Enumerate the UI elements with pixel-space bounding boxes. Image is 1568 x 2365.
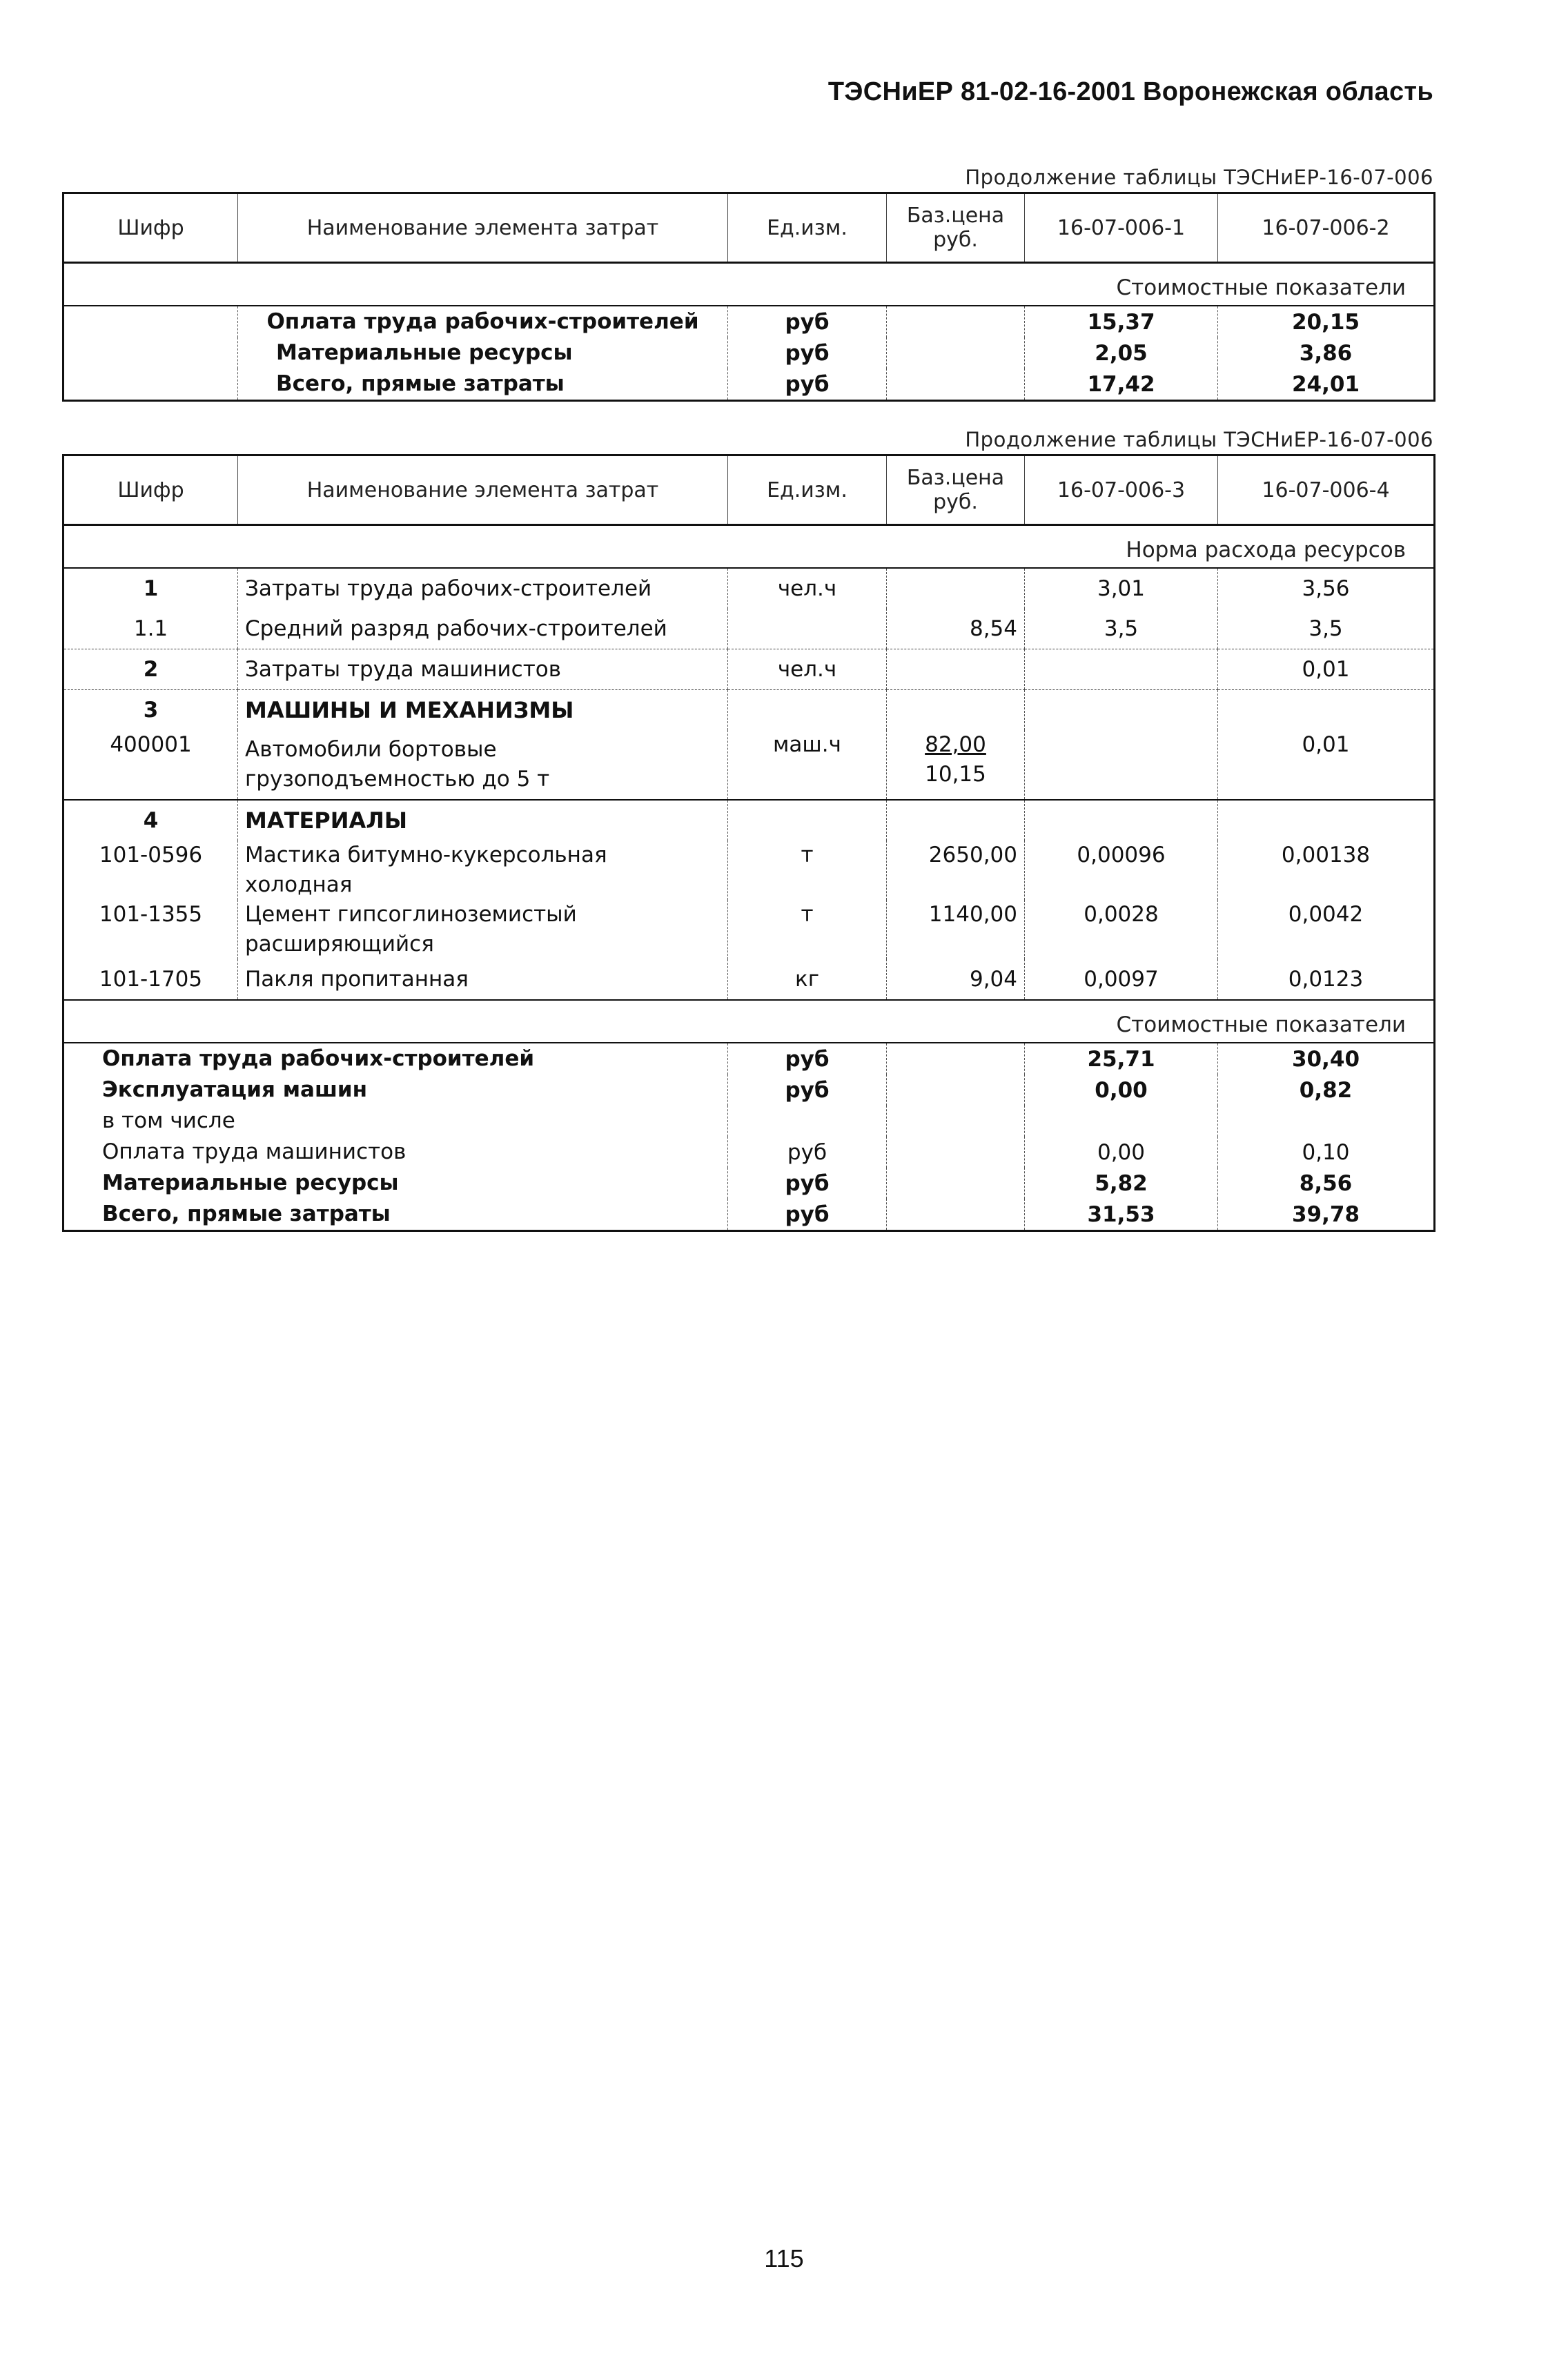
row-code: 1.1 bbox=[63, 609, 238, 649]
row-unit bbox=[728, 690, 887, 731]
total-unit: руб bbox=[728, 1137, 887, 1168]
table-row bbox=[63, 800, 1435, 841]
price-top: 82,00 bbox=[925, 732, 986, 757]
row-price bbox=[887, 730, 1025, 800]
total-name: Оплата труда машинистов bbox=[102, 1139, 406, 1164]
col-v2-header: 16-07-006-2 bbox=[1218, 193, 1435, 263]
section-label: Стоимостные показатели bbox=[1116, 275, 1406, 300]
total-value-1: 0,00 bbox=[1025, 1137, 1218, 1168]
row-value-2: 0,0123 bbox=[1218, 959, 1435, 1000]
row-unit bbox=[728, 609, 887, 649]
total-name: Всего, прямые затраты bbox=[102, 1201, 391, 1226]
col-code-header: Шифр bbox=[117, 215, 184, 240]
row-value-2: 3,56 bbox=[1218, 568, 1435, 609]
row-value-2: 0,01 bbox=[1218, 649, 1435, 690]
row-price bbox=[887, 690, 1025, 731]
row-price bbox=[887, 649, 1025, 690]
total-value-2: 0,10 bbox=[1218, 1137, 1435, 1168]
row-name: МАШИНЫ И МЕХАНИЗМЫ bbox=[238, 690, 728, 731]
col-name-header: Наименование элемента затрат bbox=[238, 193, 728, 263]
total-name: Оплата труда рабочих-строителей bbox=[102, 1046, 535, 1071]
row-value-2: 0,01 bbox=[1218, 730, 1435, 800]
row-value-1: 2,05 bbox=[1025, 337, 1218, 369]
row-value-1 bbox=[1025, 730, 1218, 800]
row-name: Мастика битумно-кукерсольная холодная bbox=[238, 841, 728, 900]
row-code: 2 bbox=[63, 649, 238, 690]
row-name: Оплата труда рабочих-строителей bbox=[238, 306, 728, 337]
row-value-2: 20,15 bbox=[1218, 306, 1435, 337]
row-value-2 bbox=[1218, 690, 1435, 731]
row-value-2: 24,01 bbox=[1218, 369, 1435, 401]
row-code: 1 bbox=[143, 576, 159, 601]
row-price: 1140,00 bbox=[887, 900, 1025, 959]
total-name: Материальные ресурсы bbox=[102, 1170, 399, 1195]
total-value-2: 8,56 bbox=[1218, 1168, 1435, 1199]
row-name: Средний разряд рабочих-строителей bbox=[238, 609, 728, 649]
row-value-2: 0,0042 bbox=[1218, 900, 1435, 959]
total-row bbox=[63, 1137, 1435, 1168]
table-row bbox=[63, 649, 1435, 690]
table-row bbox=[63, 959, 1435, 1000]
table-row bbox=[63, 568, 1435, 609]
table2-header-row bbox=[63, 455, 1435, 525]
table-row bbox=[63, 369, 1435, 401]
row-value-2: 3,5 bbox=[1218, 609, 1435, 649]
row-price: 9,04 bbox=[887, 959, 1025, 1000]
table2 bbox=[62, 454, 1435, 1232]
table-row bbox=[63, 900, 1435, 959]
row-value-1: 17,42 bbox=[1025, 369, 1218, 401]
row-value-2: 3,86 bbox=[1218, 337, 1435, 369]
total-value-2: 30,40 bbox=[1218, 1043, 1435, 1074]
table2-caption: Продолжение таблицы ТЭСНиЕР-16-07-006 bbox=[965, 428, 1433, 451]
total-row bbox=[63, 1106, 1435, 1137]
row-value-1: 0,00096 bbox=[1025, 841, 1218, 900]
total-row bbox=[63, 1168, 1435, 1199]
row-unit: чел.ч bbox=[728, 568, 887, 609]
table1 bbox=[62, 192, 1435, 402]
row-unit: руб bbox=[728, 337, 887, 369]
row-unit: кг bbox=[728, 959, 887, 1000]
row-value-1: 0,0028 bbox=[1025, 900, 1218, 959]
col-unit-header: Ед.изм. bbox=[728, 455, 887, 525]
total-row bbox=[63, 1199, 1435, 1231]
row-price: 8,54 bbox=[887, 609, 1025, 649]
col-v1-header: 16-07-006-1 bbox=[1025, 193, 1218, 263]
row-value-1 bbox=[1025, 649, 1218, 690]
table1-caption: Продолжение таблицы ТЭСНиЕР-16-07-006 bbox=[965, 166, 1433, 189]
total-unit: руб bbox=[728, 1074, 887, 1106]
row-value-1: 15,37 bbox=[1025, 306, 1218, 337]
col-price-header: Баз.цена руб. bbox=[887, 455, 1025, 525]
table-row bbox=[63, 841, 1435, 900]
row-unit: маш.ч bbox=[728, 730, 887, 800]
row-unit: руб bbox=[728, 369, 887, 401]
col-v2-header: 16-07-006-4 bbox=[1218, 455, 1435, 525]
total-value-1: 5,82 bbox=[1025, 1168, 1218, 1199]
row-value-1: 0,0097 bbox=[1025, 959, 1218, 1000]
row-value-2: 0,00138 bbox=[1218, 841, 1435, 900]
row-code: 4 bbox=[143, 808, 159, 833]
row-code: 101-1705 bbox=[63, 959, 238, 1000]
total-unit: руб bbox=[728, 1043, 887, 1074]
section-label: Норма расхода ресурсов bbox=[1126, 538, 1406, 562]
total-value-1: 25,71 bbox=[1025, 1043, 1218, 1074]
total-row bbox=[63, 1043, 1435, 1074]
section-label: Стоимостные показатели bbox=[1116, 1012, 1406, 1037]
table-row bbox=[63, 306, 1435, 337]
table-row bbox=[63, 690, 1435, 731]
row-code: 3 bbox=[143, 698, 159, 723]
row-value-1: 3,01 bbox=[1025, 568, 1218, 609]
col-v1-header: 16-07-006-3 bbox=[1025, 455, 1218, 525]
table1-header-row bbox=[63, 193, 1435, 263]
row-unit: чел.ч bbox=[728, 649, 887, 690]
row-name: Цемент гипсоглиноземистый расширяющийся bbox=[238, 900, 728, 959]
col-price-header: Баз.цена руб. bbox=[887, 193, 1025, 263]
row-price bbox=[887, 568, 1025, 609]
row-value-1 bbox=[1025, 800, 1218, 841]
row-name: Автомобили бортовые грузоподъемностью до 5 т bbox=[238, 730, 728, 800]
row-value-1: 3,5 bbox=[1025, 609, 1218, 649]
row-unit: руб bbox=[728, 306, 887, 337]
row-price bbox=[887, 800, 1025, 841]
total-row bbox=[63, 1074, 1435, 1106]
col-name-header: Наименование элемента затрат bbox=[238, 455, 728, 525]
table-row bbox=[63, 730, 1435, 800]
row-code: 400001 bbox=[63, 730, 238, 800]
price-bottom: 10,15 bbox=[925, 762, 986, 787]
row-value-1 bbox=[1025, 690, 1218, 731]
col-code-header: Шифр bbox=[117, 478, 184, 502]
total-name: Эксплуатация машин bbox=[102, 1077, 368, 1102]
row-price: 2650,00 bbox=[887, 841, 1025, 900]
total-value-1: 31,53 bbox=[1025, 1199, 1218, 1231]
row-code: 101-1355 bbox=[99, 902, 203, 927]
row-name: Всего, прямые затраты bbox=[238, 369, 728, 401]
row-name: МАТЕРИАЛЫ bbox=[238, 800, 728, 841]
row-unit: т bbox=[728, 900, 887, 959]
row-name: Затраты труда рабочих-строителей bbox=[238, 568, 728, 609]
table-row bbox=[63, 609, 1435, 649]
row-name: Пакля пропитанная bbox=[238, 959, 728, 1000]
row-name: Затраты труда машинистов bbox=[238, 649, 728, 690]
page-number: 115 bbox=[764, 2244, 804, 2273]
row-value-2 bbox=[1218, 800, 1435, 841]
total-name: в том числе bbox=[102, 1108, 235, 1133]
document-header: ТЭСНиЕР 81-02-16-2001 Воронежская область bbox=[827, 77, 1433, 106]
row-code: 101-0596 bbox=[99, 843, 203, 867]
row-unit bbox=[728, 800, 887, 841]
table-row bbox=[63, 337, 1435, 369]
total-unit: руб bbox=[728, 1168, 887, 1199]
total-unit: руб bbox=[728, 1199, 887, 1231]
total-value-2: 0,82 bbox=[1218, 1074, 1435, 1106]
total-value-2: 39,78 bbox=[1218, 1199, 1435, 1231]
row-unit: т bbox=[728, 841, 887, 900]
total-value-1: 0,00 bbox=[1025, 1074, 1218, 1106]
col-unit-header: Ед.изм. bbox=[728, 193, 887, 263]
row-name: Материальные ресурсы bbox=[238, 337, 728, 369]
